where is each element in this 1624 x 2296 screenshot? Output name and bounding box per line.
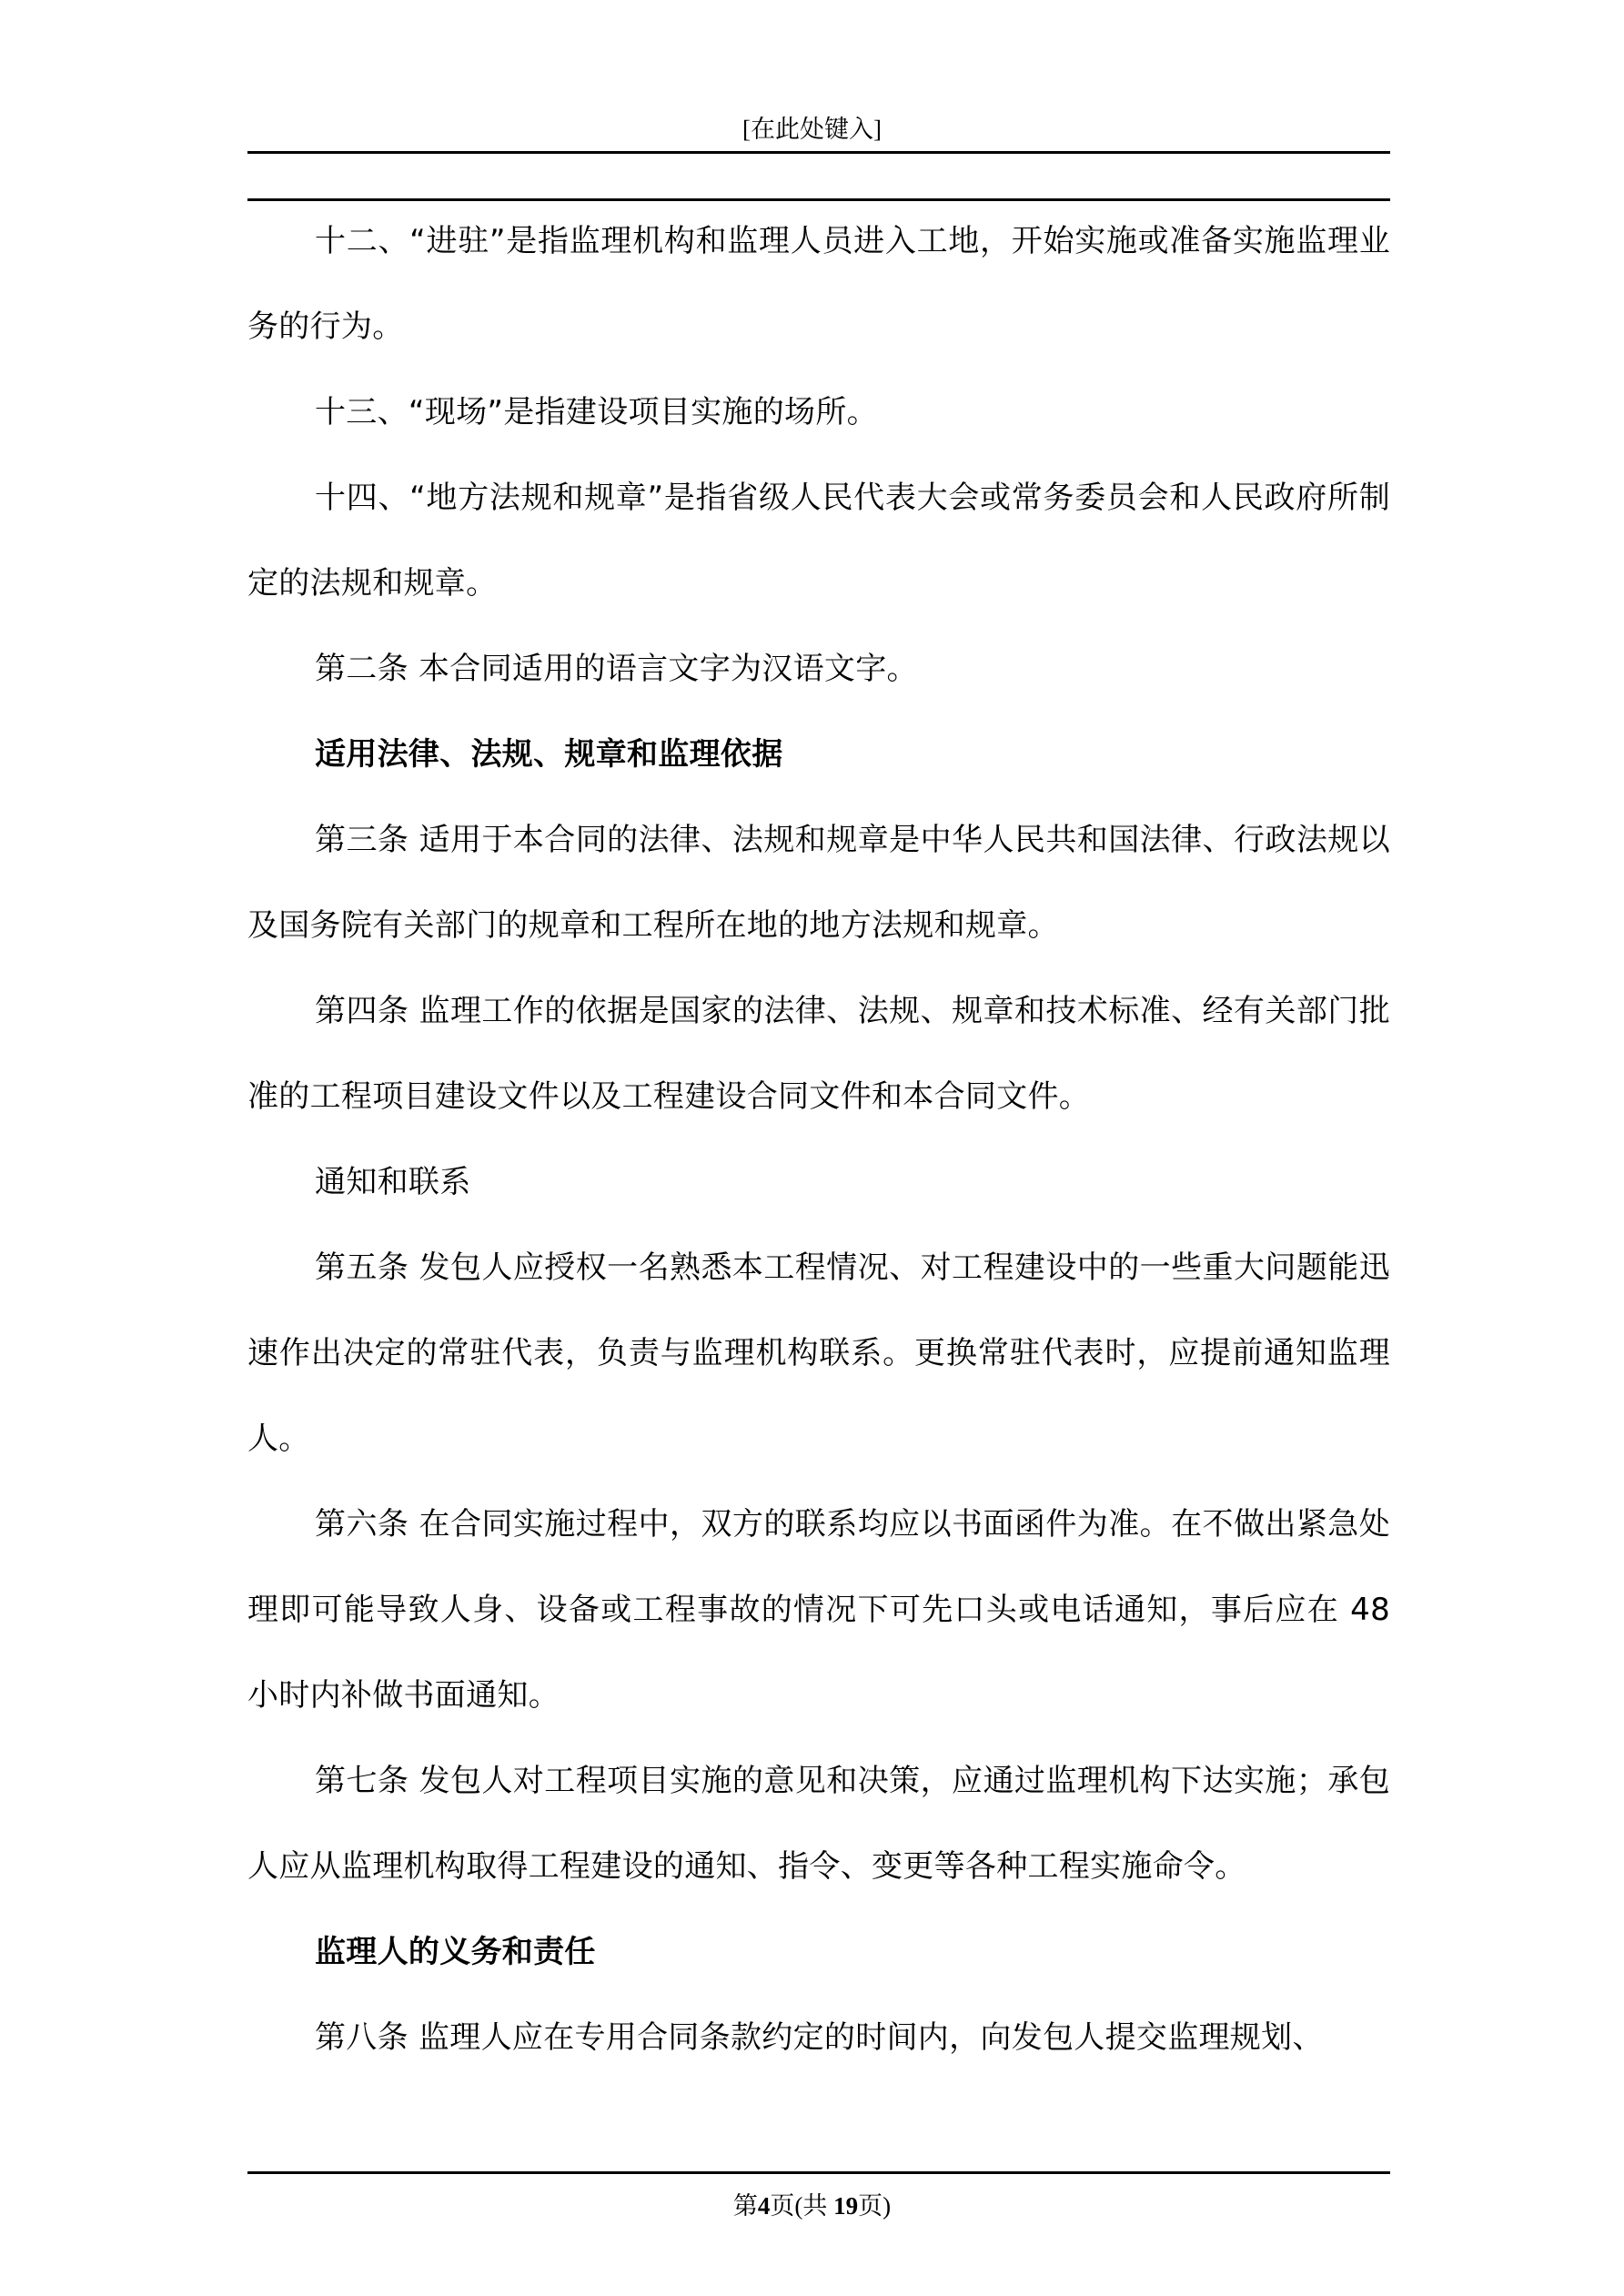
paragraph-14-local-regulations: 十四、“地方法规和规章”是指省级人民代表大会或常务委员会和人民政府所制定的法规和规章。 xyxy=(247,480,1390,602)
section-heading-notice: 通知和联系 xyxy=(315,1164,471,1200)
footer-middle: 页(共 xyxy=(770,2192,834,2220)
article-8: 第八条 监理人应在专用合同条款约定的时间内，向发包人提交监理规划、 xyxy=(315,2019,1324,2056)
header-rule-top xyxy=(247,151,1390,154)
page-header: [在此处键入] xyxy=(742,116,882,143)
section-heading-supervisor-duties: 监理人的义务和责任 xyxy=(315,1934,596,1970)
article-4: 第四条 监理工作的依据是国家的法律、法规、规章和技术标准、经有关部门批准的工程项目建设文件以及工程建设合同文件和本合同文件。 xyxy=(247,993,1390,1115)
footer-page-number: 4 xyxy=(757,2192,771,2220)
footer-rule xyxy=(247,2171,1390,2174)
article-5: 第五条 发包人应授权一名熟悉本工程情况、对工程建设中的一些重大问题能迅速作出决定的常驻代表，负责与监理机构联系。更换常驻代表时，应提前通知监理人。 xyxy=(247,1249,1390,1457)
page-footer xyxy=(0,2191,1624,2220)
article-3: 第三条 适用于本合同的法律、法规和规章是中华人民共和国法律、行政法规以及国务院有关部门的规章和工程所在地的地方法规和规章。 xyxy=(247,822,1390,944)
footer-suffix: 页) xyxy=(858,2192,892,2220)
footer-prefix: 第 xyxy=(732,2192,758,2220)
paragraph-12-entry: 十二、“进驻”是指监理机构和监理人员进入工地，开始实施或准备实施监理业务的行为。 xyxy=(247,223,1390,345)
article-7: 第七条 发包人对工程项目实施的意见和决策，应通过监理机构下达实施；承包人应从监理机构取得工程建设的通知、指令、变更等各种工程实施命令。 xyxy=(247,1763,1390,1885)
footer-total-pages: 19 xyxy=(833,2192,859,2220)
paragraph-13-site: 十三、“现场”是指建设项目实施的场所。 xyxy=(315,394,878,430)
article-2: 第二条 本合同适用的语言文字为汉语文字。 xyxy=(315,651,918,687)
section-heading-applicable-law: 适用法律、法规、规章和监理依据 xyxy=(315,736,783,773)
article-6: 第六条 在合同实施过程中，双方的联系均应以书面函件为准。在不做出紧急处理即可能导致人身、设备或工程事故的情况下可先口头或电话通知，事后应在 48 小时内补做书面通知。 xyxy=(247,1506,1390,1714)
